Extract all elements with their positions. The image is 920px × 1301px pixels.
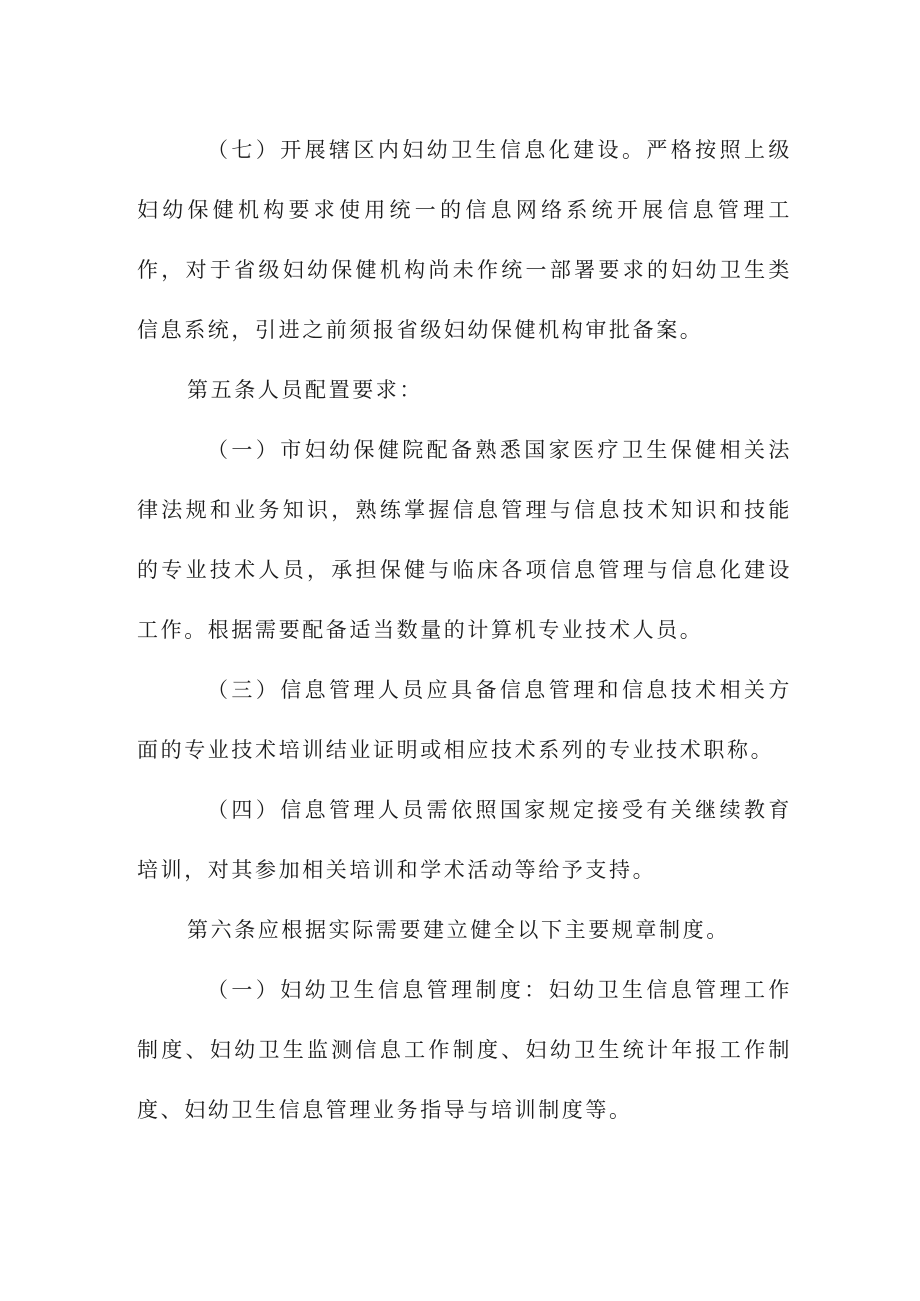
paragraph-article-5-item-1: （一）市妇幼保健院配备熟悉国家医疗卫生保健相关法律法规和业务知识，熟练掌握信息管理与信息技术知识和技能的专业技术人员，承担保健与临床各项信息管理与信息化建设工作。根据需要配备适当数量的计算机专业技术人员。 [137,438,792,642]
paragraph-article-5-heading: 第五条人员配置要求： [187,378,423,402]
paragraph-item-7-info-construction: （七）开展辖区内妇幼卫生信息化建设。严格按照上级妇幼保健机构要求使用统一的信息网络系统开展信息管理工作，对于省级妇幼保健机构尚未作统一部署要求的妇幼卫生类信息系统，引进之前须报省级妇幼保健机构审批备案。 [137,138,792,342]
document-body [137,120,792,1140]
paragraph-article-5-item-4: （四）信息管理人员需依照国家规定接受有关继续教育培训，对其参加相关培训和学术活动等给予支持。 [137,798,792,882]
paragraph-article-6-heading: 第六条应根据实际需要建立健全以下主要规章制度。 [187,918,730,942]
paragraph-article-6-item-1: （一）妇幼卫生信息管理制度：妇幼卫生信息管理工作制度、妇幼卫生监测信息工作制度、妇幼卫生统计年报工作制度、妇幼卫生信息管理业务指导与培训制度等。 [137,978,792,1122]
paragraph-article-5-item-3: （三）信息管理人员应具备信息管理和信息技术相关方面的专业技术培训结业证明或相应技术系列的专业技术职称。 [137,678,792,762]
